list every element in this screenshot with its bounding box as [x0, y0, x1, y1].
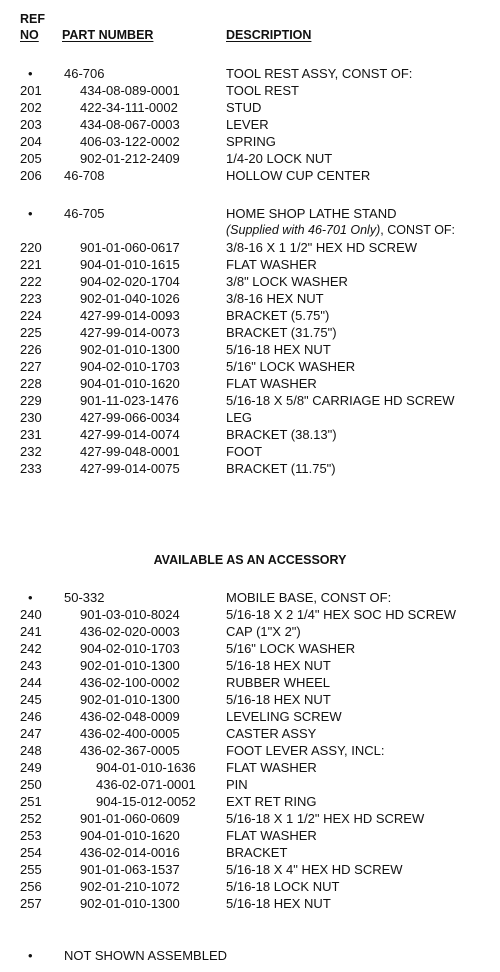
ref-number: 248: [20, 743, 42, 758]
footnote: [0, 948, 500, 964]
table-row: [0, 777, 500, 793]
part-description: 3/8" LOCK WASHER: [226, 274, 348, 289]
group-row-lathe-stand: [0, 206, 500, 222]
ref-number: 256: [20, 879, 42, 894]
table-row: [0, 325, 500, 341]
table-row: [0, 811, 500, 827]
part-number: 904-02-010-1703: [80, 641, 180, 656]
part-number: 434-08-089-0001: [80, 83, 180, 98]
ref-number: 233: [20, 461, 42, 476]
part-description: FLAT WASHER: [226, 257, 317, 272]
ref-number: 227: [20, 359, 42, 374]
part-description: CASTER ASSY: [226, 726, 317, 741]
part-number: 406-03-122-0002: [80, 134, 180, 149]
part-description: 1/4-20 LOCK NUT: [226, 151, 333, 166]
part-number: 427-99-048-0001: [80, 444, 180, 459]
table-row: [0, 726, 500, 742]
not-assembled-bullet: •: [28, 206, 33, 221]
ref-number: 201: [20, 83, 42, 98]
table-row: [0, 845, 500, 861]
part-number: 901-01-060-0617: [80, 240, 180, 255]
group-row-mobile-base: [0, 590, 500, 606]
table-row: [0, 862, 500, 878]
supplied-with-note: [226, 223, 455, 237]
part-description: BRACKET (5.75"): [226, 308, 330, 323]
part-number: 427-99-066-0034: [80, 410, 180, 425]
part-number: 901-03-010-8024: [80, 607, 180, 622]
part-number: 904-01-010-1620: [80, 376, 180, 391]
supplied-with-note-rest: , CONST OF:: [380, 223, 456, 237]
not-assembled-bullet: •: [28, 590, 33, 605]
table-row: [0, 308, 500, 324]
ref-number: 228: [20, 376, 42, 391]
table-row: [0, 240, 500, 256]
ref-number: 251: [20, 794, 42, 809]
part-number: 46-706: [64, 66, 105, 81]
not-assembled-bullet: •: [28, 66, 33, 81]
table-row: [0, 896, 500, 912]
part-description: LEVELING SCREW: [226, 709, 342, 724]
part-description: MOBILE BASE, CONST OF:: [226, 590, 392, 605]
ref-number: 257: [20, 896, 42, 911]
ref-number: 202: [20, 100, 42, 115]
part-description: 5/16-18 X 2 1/4" HEX SOC HD SCREW: [226, 607, 457, 622]
ref-number: 223: [20, 291, 42, 306]
footnote-text: NOT SHOWN ASSEMBLED: [64, 948, 228, 963]
part-description: BRACKET (38.13"): [226, 427, 337, 442]
accessory-section-title: AVAILABLE AS AN ACCESSORY: [153, 553, 347, 567]
part-number: 436-02-071-0001: [96, 777, 196, 792]
header-part-number: PART NUMBER: [62, 28, 154, 42]
part-description: FLAT WASHER: [226, 376, 317, 391]
ref-number: 205: [20, 151, 42, 166]
part-description: HOME SHOP LATHE STAND: [226, 206, 397, 221]
part-description: HOLLOW CUP CENTER: [226, 168, 371, 183]
ref-number: 225: [20, 325, 42, 340]
table-row: [0, 393, 500, 409]
part-description: 5/16-18 X 1 1/2" HEX HD SCREW: [226, 811, 425, 826]
part-description: 5/16-18 LOCK NUT: [226, 879, 340, 894]
supplied-with-note-italic: (Supplied with 46-701 Only): [226, 223, 381, 237]
table-row: [0, 274, 500, 290]
ref-number: 224: [20, 308, 42, 323]
ref-number: 245: [20, 692, 42, 707]
part-description: 5/16-18 HEX NUT: [226, 896, 331, 911]
part-description: LEG: [226, 410, 253, 425]
ref-number: 255: [20, 862, 42, 877]
part-description: BRACKET (31.75"): [226, 325, 337, 340]
ref-number: 240: [20, 607, 42, 622]
table-row: [0, 624, 500, 640]
ref-number: 249: [20, 760, 42, 775]
part-description: 5/16-18 HEX NUT: [226, 658, 331, 673]
part-number: 50-332: [64, 590, 105, 605]
part-number: 427-99-014-0074: [80, 427, 180, 442]
table-row: [0, 607, 500, 623]
ref-number: 221: [20, 257, 42, 272]
part-description: TOOL REST ASSY, CONST OF:: [226, 66, 413, 81]
part-number: 436-02-048-0009: [80, 709, 180, 724]
ref-number: 241: [20, 624, 42, 639]
part-description: TOOL REST: [226, 83, 299, 98]
table-row: [0, 760, 500, 776]
ref-number: 254: [20, 845, 42, 860]
part-description: 5/16-18 X 4" HEX HD SCREW: [226, 862, 403, 877]
part-number: 46-708: [64, 168, 105, 183]
part-description: 5/16-18 HEX NUT: [226, 692, 331, 707]
part-description: PIN: [226, 777, 248, 792]
table-row: [0, 692, 500, 708]
part-number: 901-01-063-1537: [80, 862, 180, 877]
ref-number: 250: [20, 777, 42, 792]
ref-number: 230: [20, 410, 42, 425]
part-number: 904-02-020-1704: [80, 274, 180, 289]
part-description: BRACKET (11.75"): [226, 461, 336, 476]
table-row: [0, 828, 500, 844]
table-row: [0, 658, 500, 674]
table-row: [0, 257, 500, 273]
ref-number: 231: [20, 427, 42, 442]
part-description: 3/8-16 HEX NUT: [226, 291, 324, 306]
table-row: [0, 675, 500, 691]
part-number: 904-01-010-1636: [96, 760, 196, 775]
ref-number: 243: [20, 658, 42, 673]
part-description: 3/8-16 X 1 1/2" HEX HD SCREW: [226, 240, 418, 255]
part-number: 46-705: [64, 206, 105, 221]
table-row: [0, 83, 500, 99]
table-row: [0, 151, 500, 167]
part-number: 902-01-010-1300: [80, 342, 180, 357]
part-description: SPRING: [226, 134, 276, 149]
part-number: 427-99-014-0073: [80, 325, 180, 340]
part-number: 436-02-367-0005: [80, 743, 180, 758]
part-number: 902-01-210-1072: [80, 879, 180, 894]
ref-number: 226: [20, 342, 42, 357]
ref-number: 232: [20, 444, 42, 459]
table-row: [0, 743, 500, 759]
part-description: STUD: [226, 100, 262, 115]
table-row: [0, 794, 500, 810]
table-row: [0, 427, 500, 443]
ref-number: 206: [20, 168, 42, 183]
part-description: 5/16" LOCK WASHER: [226, 359, 356, 374]
part-number: 904-01-010-1615: [80, 257, 180, 272]
table-row: [0, 879, 500, 895]
group-row-tool-rest-assy: [0, 66, 500, 82]
part-description: 5/16" LOCK WASHER: [226, 641, 356, 656]
ref-number: 246: [20, 709, 42, 724]
ref-number: 247: [20, 726, 42, 741]
table-row: [0, 291, 500, 307]
part-number: 901-01-060-0609: [80, 811, 180, 826]
table-row: [0, 100, 500, 116]
part-description: EXT RET RING: [226, 794, 317, 809]
table-row: [0, 117, 500, 133]
part-number: 422-34-111-0002: [80, 100, 178, 115]
part-description: RUBBER WHEEL: [226, 675, 331, 690]
part-description: FLAT WASHER: [226, 760, 317, 775]
part-number: 904-02-010-1703: [80, 359, 180, 374]
part-number: 901-11-023-1476: [80, 393, 179, 408]
ref-number: 220: [20, 240, 42, 255]
part-number: 902-01-010-1300: [80, 692, 180, 707]
table-row: [0, 359, 500, 375]
table-row: [0, 461, 500, 477]
footnote-bullet: •: [28, 948, 33, 963]
part-description: FOOT: [226, 444, 263, 459]
table-row: [0, 641, 500, 657]
ref-number: 204: [20, 134, 42, 149]
ref-number: 252: [20, 811, 42, 826]
part-number: 436-02-020-0003: [80, 624, 180, 639]
part-number: 902-01-010-1300: [80, 658, 180, 673]
ref-number: 244: [20, 675, 42, 690]
table-row: [0, 134, 500, 150]
part-number: 436-02-400-0005: [80, 726, 180, 741]
part-number: 436-02-014-0016: [80, 845, 180, 860]
part-description: 5/16-18 HEX NUT: [226, 342, 331, 357]
table-row: [0, 410, 500, 426]
table-row: [0, 168, 500, 184]
part-number: 902-01-212-2409: [80, 151, 180, 166]
part-number: 434-08-067-0003: [80, 117, 180, 132]
part-number: 427-99-014-0075: [80, 461, 180, 476]
table-row: [0, 342, 500, 358]
part-description: 5/16-18 X 5/8" CARRIAGE HD SCREW: [226, 393, 455, 408]
part-description: FOOT LEVER ASSY, INCL:: [226, 743, 385, 758]
part-number: 904-01-010-1620: [80, 828, 180, 843]
ref-number: 242: [20, 641, 42, 656]
part-description: FLAT WASHER: [226, 828, 317, 843]
part-description: LEVER: [226, 117, 269, 132]
header-no: NO: [20, 28, 39, 42]
table-row: [0, 376, 500, 392]
part-number: 902-01-010-1300: [80, 896, 180, 911]
ref-number: 222: [20, 274, 42, 289]
table-row: [0, 709, 500, 725]
part-number: 436-02-100-0002: [80, 675, 180, 690]
table-row: [0, 444, 500, 460]
part-number: 902-01-040-1026: [80, 291, 180, 306]
ref-number: 203: [20, 117, 42, 132]
ref-number: 253: [20, 828, 42, 843]
ref-number: 229: [20, 393, 42, 408]
header-ref: REF: [20, 12, 45, 26]
part-number: 904-15-012-0052: [96, 794, 196, 809]
part-number: 427-99-014-0093: [80, 308, 180, 323]
part-description: CAP (1"X 2"): [226, 624, 301, 639]
part-description: BRACKET: [226, 845, 288, 860]
header-description: DESCRIPTION: [226, 28, 312, 42]
